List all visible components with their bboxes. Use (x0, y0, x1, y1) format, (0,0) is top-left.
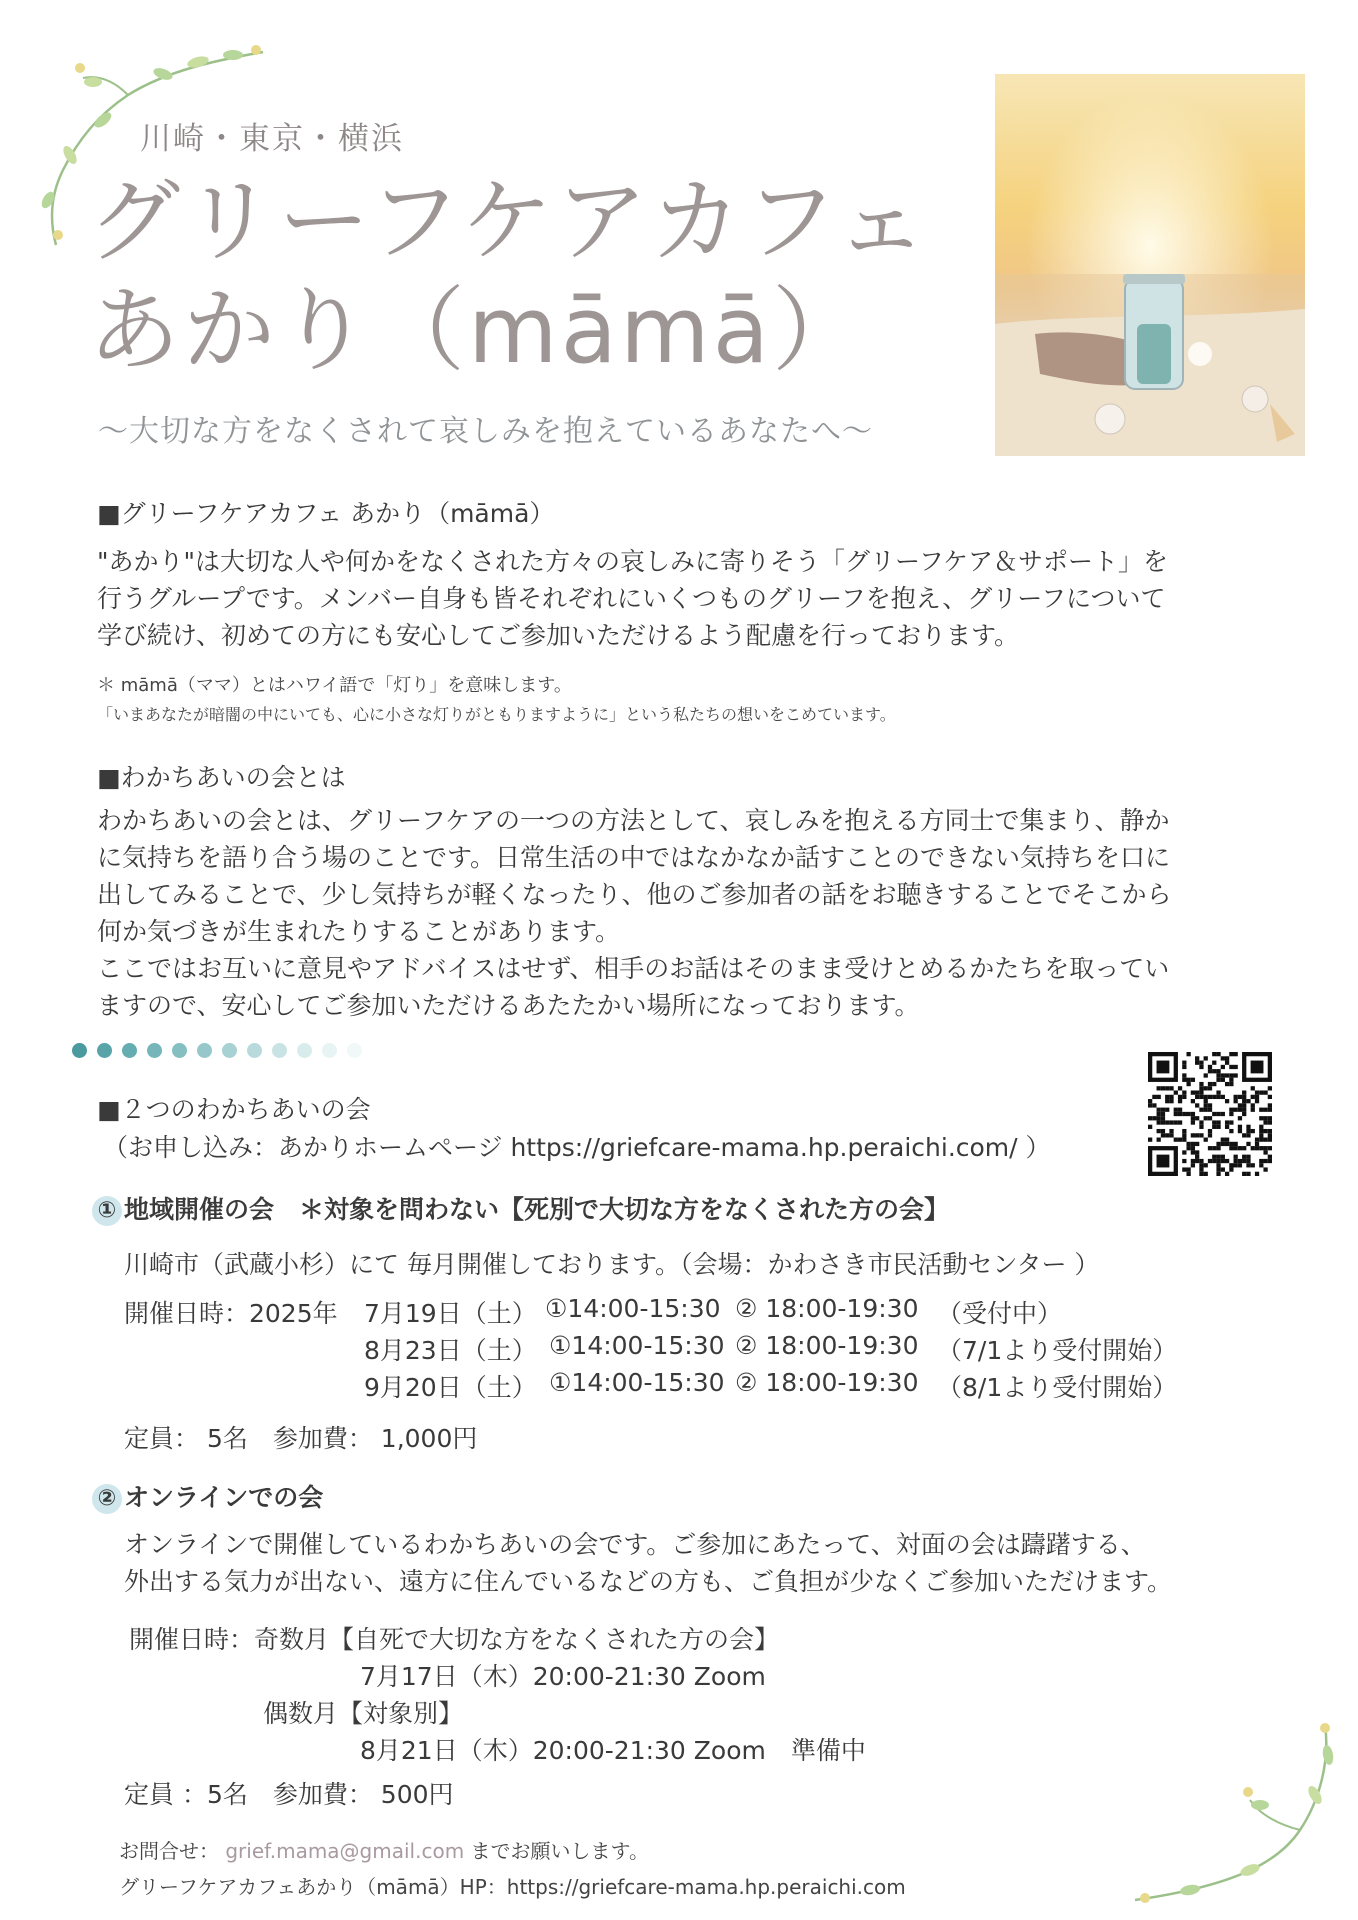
online-capacity: 定員 ：5名 参加費： 500円 (124, 1780, 454, 1809)
divider-dot (172, 1043, 187, 1058)
divider-dot (297, 1043, 312, 1058)
qr-code[interactable] (1148, 1052, 1272, 1176)
about-line-2: 行うグループです。メンバー自身も皆それぞれにいくつものグリーフを抱え、グリーフについて (97, 584, 1166, 613)
online-meeting-title: オンラインでの会 (124, 1483, 324, 1512)
wakachiai-line-6: ますので、安心してご参加いただけるあたたかい場所になっております。 (97, 991, 920, 1020)
online-meeting-mark: ② (92, 1484, 122, 1514)
local-status-2: （7/1より受付開始） (937, 1336, 1178, 1365)
about-note-1: ＊ māmā（ママ）とはハワイ語で「灯り」を意味します。 (97, 675, 572, 696)
wakachiai-line-4: 何か気づきが生まれたりすることがあります。 (97, 917, 621, 946)
contact-line (119, 1835, 649, 1864)
divider-dot (322, 1043, 337, 1058)
about-line-3: 学び続け、初めての方にも安心してご参加いただけるよう配慮を行っております。 (97, 621, 1020, 650)
local-meeting-mark: ① (92, 1196, 122, 1226)
online-date-label: 開催日時：奇数月【自死で大切な方をなくされた方の会】 (129, 1625, 780, 1654)
sunset-candle-painting (995, 74, 1305, 456)
local-slot1-3: ①14:00-15:30 (549, 1368, 725, 1397)
about-heading: ■グリーフケアカフェ あかり（māmā） (97, 499, 555, 528)
online-even-label: 偶数月【対象別】 (263, 1699, 464, 1728)
divider-dot (122, 1043, 137, 1058)
dot-divider (72, 1043, 362, 1058)
divider-dot (222, 1043, 237, 1058)
wakachiai-line-3: 出してみることで、少し気持ちが軽くなったり、他のご参加者の話をお聴きすることでそこから (97, 880, 1172, 909)
divider-dot (247, 1043, 262, 1058)
page-title-line1: グリーフケアカフェ (88, 168, 931, 275)
contact-email-link[interactable]: grief.mama@gmail.com (225, 1839, 465, 1863)
region-label: 川崎・東京・横浜 (140, 121, 404, 157)
local-slot2-2: ② 18:00-19:30 (735, 1331, 919, 1360)
contact-suffix: までお願いします。 (470, 1839, 649, 1863)
local-status-1: （受付中） (937, 1299, 1063, 1328)
divider-dot (272, 1043, 287, 1058)
wakachiai-line-2: に気持ちを語り合う場のことです。日常生活の中ではなかなか話すことのできない気持ちを口に (97, 843, 1171, 872)
about-line-1: "あかり"は大切な人や何かをなくされた方々の哀しみに寄りそう「グリーフケア＆サポート」を (97, 547, 1169, 576)
local-venue: 川崎市（武蔵小杉）にて 毎月開催しております。（会場：かわさき市民活動センター ） (124, 1250, 1100, 1279)
local-capacity: 定員： 5名 参加費： 1,000円 (124, 1424, 478, 1453)
wakachiai-heading: ■わかちあいの会とは (97, 763, 346, 792)
local-slot2-1: ② 18:00-19:30 (735, 1294, 919, 1323)
divider-dot (72, 1043, 87, 1058)
application-link[interactable]: （お申し込み：あかりホームページ https://griefcare-mama.hp.peraichi.com/ ） (103, 1133, 1051, 1162)
about-note-2: 「いまあなたが暗闇の中にいても、心に小さな灯りがともりますように」という私たちの想いをこめています。 (97, 705, 896, 724)
local-slot2-3: ② 18:00-19:30 (735, 1368, 919, 1397)
online-line-2: 外出する気力が出ない、遠方に住んでいるなどの方も、ご負担が少なくご参加いただけます。 (124, 1567, 1173, 1596)
local-slot1-1: ①14:00-15:30 (545, 1294, 721, 1323)
homepage-link[interactable]: グリーフケアカフェあかり（māmā）HP：https://griefcare-mama.hp.peraichi.com (119, 1875, 906, 1899)
contact-prefix: お問合せ： (119, 1839, 219, 1863)
online-line-1: オンラインで開催しているわかちあいの会です。ご参加にあたって、対面の会は躊躇する、 (124, 1530, 1146, 1559)
local-date-3: 9月20日（土） (364, 1373, 537, 1402)
two-meetings-heading: ■２つのわかちあいの会 (97, 1095, 371, 1124)
local-slot1-2: ①14:00-15:30 (549, 1331, 725, 1360)
local-date-1: 7月19日（土） (364, 1299, 537, 1328)
local-status-3: （8/1より受付開始） (937, 1373, 1178, 1402)
local-date-label: 開催日時：2025年 (124, 1299, 338, 1328)
divider-dot (197, 1043, 212, 1058)
local-meeting-title: 地域開催の会 ＊対象を問わない【死別で大切な方をなくされた方の会】 (124, 1195, 950, 1224)
page-title-line2: あかり（māmā） (88, 277, 867, 384)
wakachiai-line-5: ここではお互いに意見やアドバイスはせず、相手のお話はそのまま受けとめるかたちを取ってい (97, 954, 1170, 983)
online-odd-date: 7月17日（木）20:00-21:30 Zoom (360, 1662, 766, 1691)
vine-decoration-bottom-right (1130, 1720, 1350, 1910)
divider-dot (347, 1043, 362, 1058)
divider-dot (97, 1043, 112, 1058)
online-meeting-title-row (92, 1478, 323, 1514)
local-meeting-title-row (92, 1190, 949, 1226)
local-date-2: 8月23日（土） (364, 1336, 537, 1365)
divider-dot (147, 1043, 162, 1058)
online-even-date: 8月21日（木）20:00-21:30 Zoom 準備中 (360, 1736, 866, 1765)
subtitle: 〜大切な方をなくされて哀しみを抱えているあなたへ〜 (98, 414, 873, 449)
wakachiai-line-1: わかちあいの会とは、グリーフケアの一つの方法として、哀しみを抱える方同士で集まり、静か (97, 806, 1170, 835)
